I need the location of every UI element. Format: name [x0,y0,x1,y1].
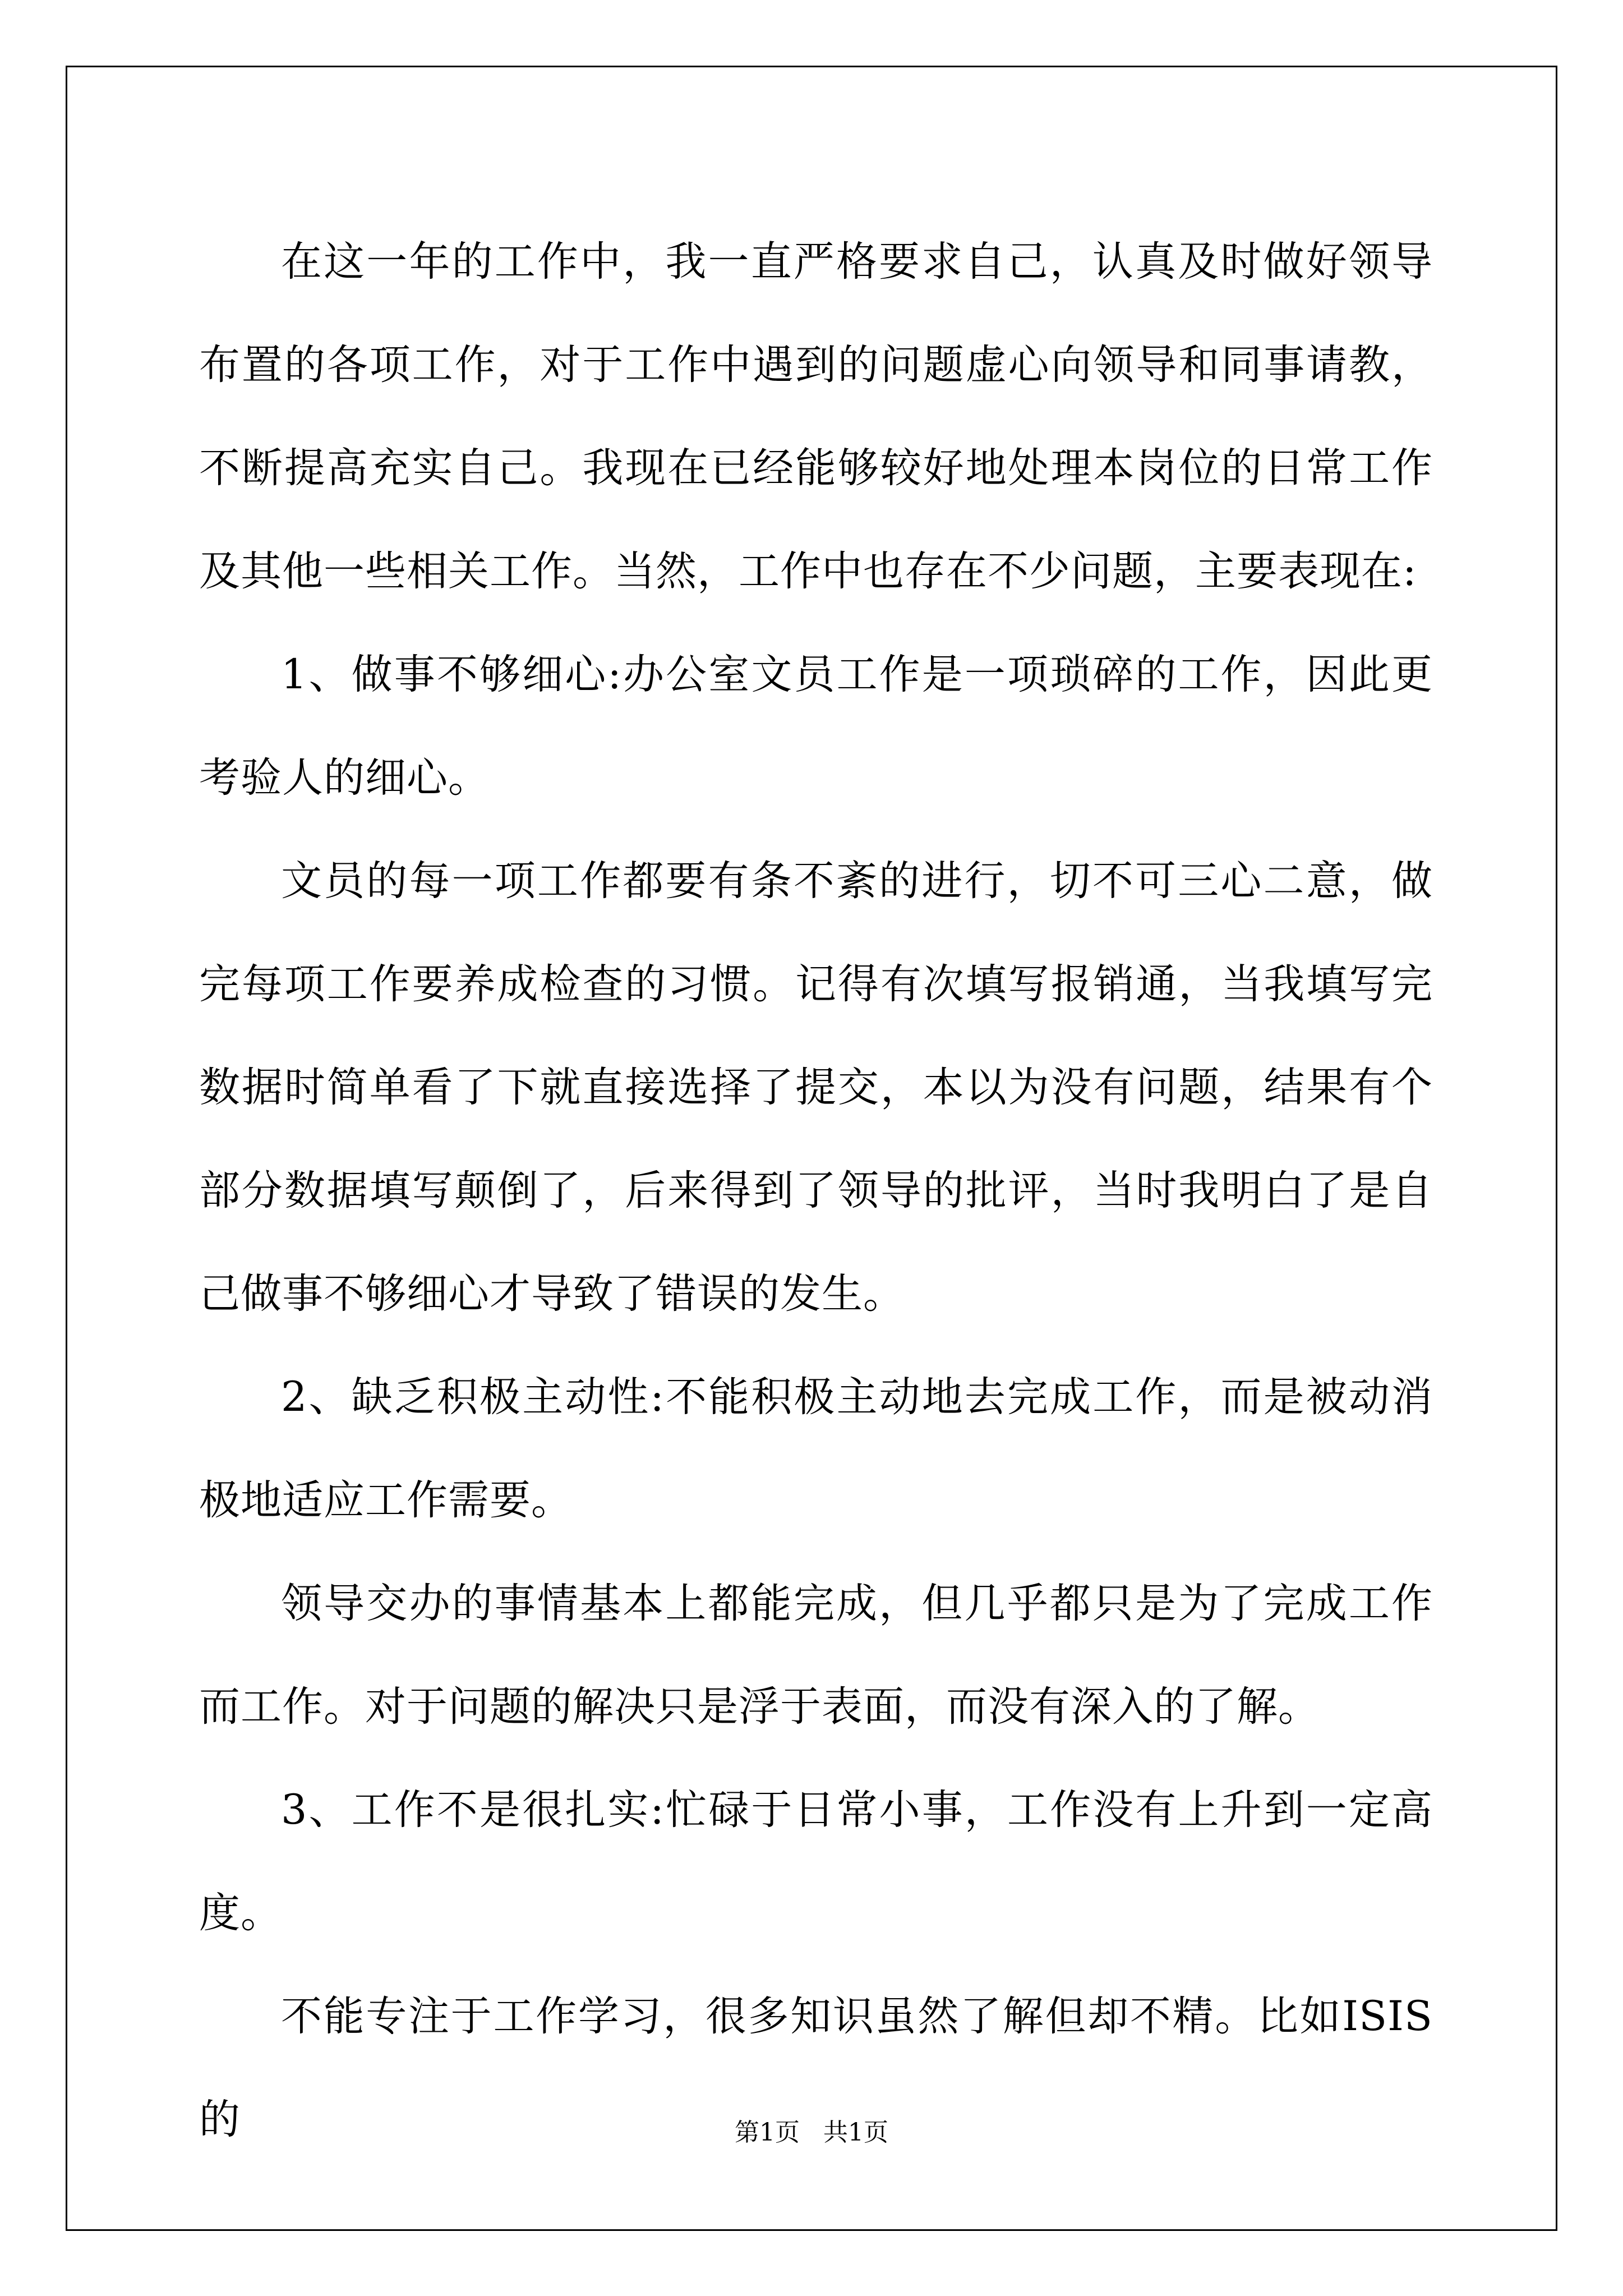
paragraph: 在这一年的工作中，我一直严格要求自己，认真及时做好领导布置的各项工作，对于工作中遇到的问题虚心向领导和同事请教，不断提高充实自己。我现在已经能够较好地处理本岗位的日常工作及其他一些相关工作。当然，工作中也存在不少问题，主要表现在: [199,238,1433,595]
paragraph: 文员的每一项工作都要有条不紊的进行，切不可三心二意，做完每项工作要养成检查的习惯。记得有次填写报销通，当我填写完数据时简单看了下就直接选择了提交，本以为没有问题，结果有个部分数据填写颠倒了，后来得到了领导的批评，当时我明白了是自己做事不够细心才导致了错误的发生。 [199,857,1433,1318]
document-body [199,210,1433,2171]
paragraph: 2、缺乏积极主动性:不能积极主动地去完成工作，而是被动消极地适应工作需要。 [199,1373,1433,1524]
paragraph: 不能专注于工作学习，很多知识虽然了解但却不精。比如ISIS的 [199,1993,1433,2143]
page-number: 第1页 [735,2118,800,2147]
paragraph: 3、工作不是很扎实:忙碌于日常小事，工作没有上升到一定高度。 [199,1786,1433,1937]
paragraph: 1、做事不够细心:办公室文员工作是一项琐碎的工作，因此更考验人的细心。 [199,651,1433,802]
paragraph: 领导交办的事情基本上都能完成，但几乎都只是为了完成工作而工作。对于问题的解决只是浮于表面，而没有深入的了解。 [199,1580,1433,1731]
page-count: 共1页 [823,2118,888,2147]
page-footer [0,2112,1623,2148]
